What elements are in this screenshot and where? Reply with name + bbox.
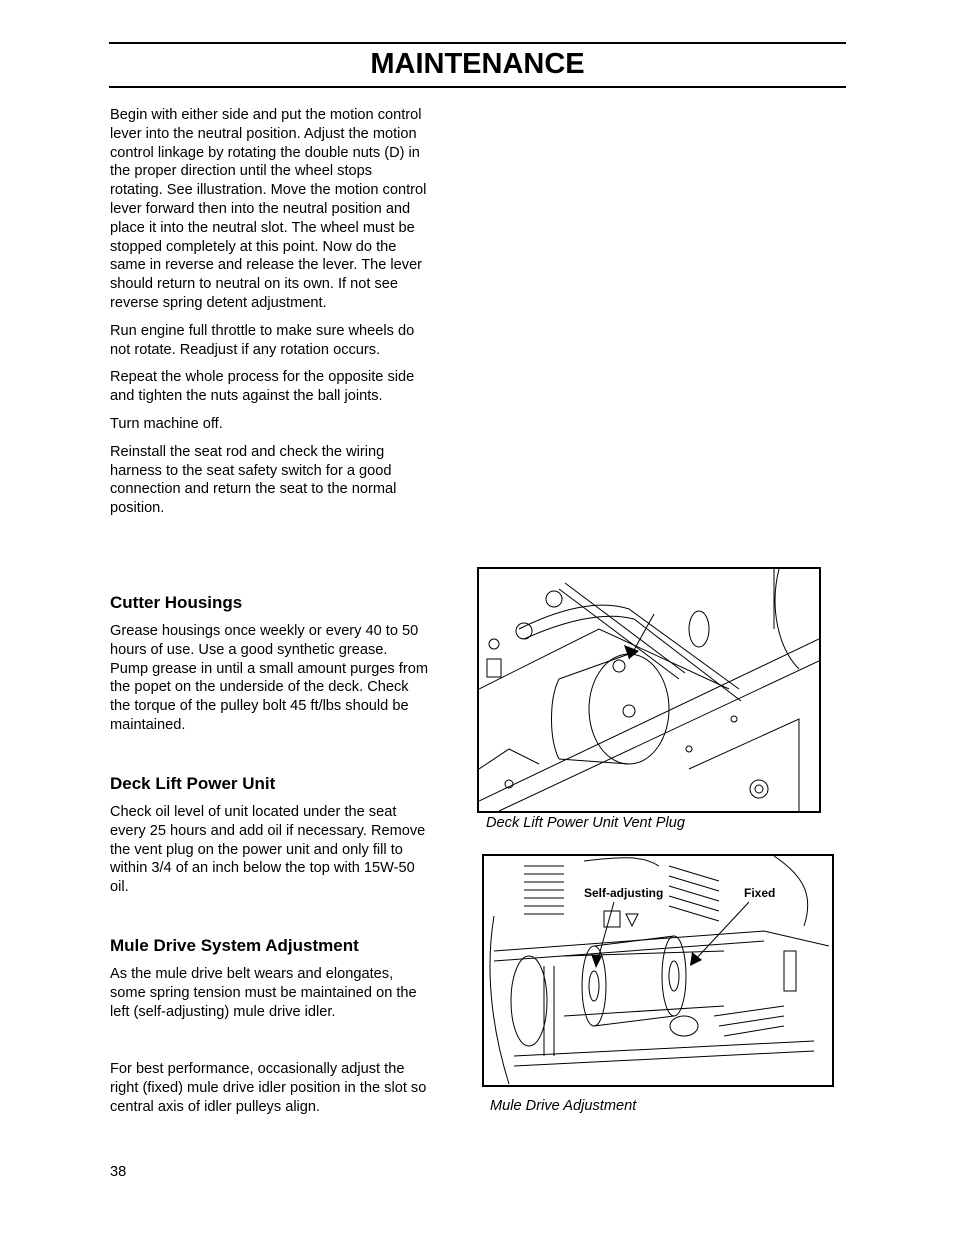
intro-paragraph: Reinstall the seat rod and check the wiring harness to the seat safety switch for a good connection and return the seat to the normal position. <box>110 443 397 517</box>
intro-paragraph: Turn machine off. <box>110 415 223 432</box>
mule-drive-figure <box>482 854 834 1087</box>
fixed-callout-line <box>694 902 749 961</box>
section-heading: Mule Drive System Adjustment <box>110 936 359 955</box>
warning-symbol-icon <box>626 914 638 926</box>
label-self-adjusting: Self-adjusting <box>584 886 664 900</box>
section-mule-drive-note <box>110 1060 428 1116</box>
intro-text <box>110 106 428 518</box>
section-cutter-housings <box>110 592 428 735</box>
deck-lift-caption: Deck Lift Power Unit Vent Plug <box>486 815 685 831</box>
mule-drive-illustration <box>484 856 832 1085</box>
label-fixed: Fixed <box>744 886 776 900</box>
header-bottom-rule <box>109 86 846 88</box>
deck-lift-figure <box>477 567 821 813</box>
section-body: Check oil level of unit located under the seat every 25 hours and add oil if necessary. Remove the vent plug on the power unit and only fill to within 3/4 of an inch below the top with 15W-50 oil. <box>110 804 426 896</box>
self-adjusting-arrowhead <box>591 954 602 968</box>
section-mule-drive <box>110 935 428 1021</box>
section-body: As the mule drive belt wears and elongates, some spring tension must be maintained on the left (self-adjusting) mule drive idler. <box>110 966 417 1020</box>
deck-lift-illustration <box>479 569 819 811</box>
intro-paragraph: Repeat the whole process for the opposite side and tighten the nuts against the ball joints. <box>110 369 415 405</box>
section-body: Grease housings once weekly or every 40 to 50 hours of use. Use a good synthetic grease. Pump grease in until a small amount purges from the popet on the underside of the deck. Check the torque of the pulley bolt 45 ft/lbs should be maintained. <box>110 623 428 733</box>
page-number: 38 <box>110 1164 127 1180</box>
intro-paragraph: Begin with either side and put the motion control lever into the neutral position. Adjust the motion control linkage by rotating the double nuts (D) in the proper direction until the wheel stops rotating. See illustration. Move the motion control lever forward then into the neutral position and place it into the neutral slot. The wheel must be stopped completely at this point. Now do the same in reverse and release the lever. The lever should return to neutral on its own. If not see reverse spring detent adjustment. <box>110 107 427 311</box>
intro-paragraph: Run engine full throttle to make sure wheels do not rotate. Readjust if any rotation occurs. <box>110 322 415 358</box>
section-heading: Deck Lift Power Unit <box>110 774 276 793</box>
section-deck-lift <box>110 773 428 897</box>
section-body: For best performance, occasionally adjust the right (fixed) mule drive idler position in the slot so central axis of idler pulleys align. <box>110 1061 427 1115</box>
page-title: MAINTENANCE <box>370 48 585 80</box>
section-heading: Cutter Housings <box>110 593 243 612</box>
mule-drive-caption: Mule Drive Adjustment <box>490 1098 637 1114</box>
